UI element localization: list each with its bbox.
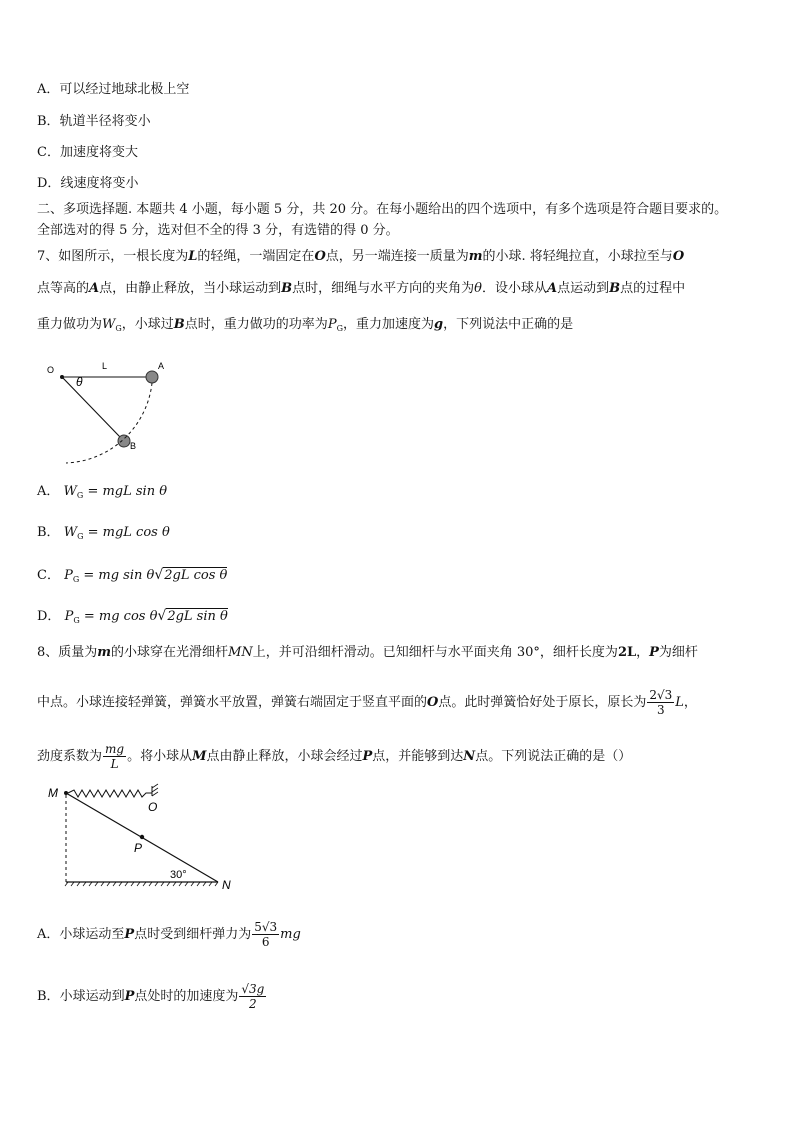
section2-line2: 全部选对的得 5 分，选对但不全的得 3 分，有选错的得 0 分。 xyxy=(37,223,399,238)
spring-length-fraction: $\frac{2√3}{3}$ xyxy=(649,688,673,717)
q8-option-a: A．小球运动至P点时受到细杆弹力为 $\frac{5√3}{6}$ mg xyxy=(37,920,301,949)
q7-line2: 点等高的A点，由静止释放，当小球运动到B点时，细绳与水平方向的夹角为θ．设小球从A点运动到B点的过程中 xyxy=(37,281,686,296)
optB-fraction: $\frac{√3g}{2}$ xyxy=(241,982,265,1011)
point-p xyxy=(140,835,144,839)
spring xyxy=(68,790,152,797)
fig-label-theta: θ xyxy=(76,375,83,389)
q7-line3: 重力做功为$W_G$，小球过B点时，重力做功的功率为$P_G$，重力加速度为g，下列说法中正确的是 xyxy=(37,317,574,333)
fig-label-n: N xyxy=(222,878,231,892)
fig-label-o: O xyxy=(148,800,158,814)
fig-label-l: L xyxy=(102,361,108,371)
q7-option-b: B． $W_G$ = mgL cos θ xyxy=(37,525,170,541)
q8-line3: 劲度系数为 $\frac{mg}{L}$ 。将小球从M点由静止释放，小球会经过P点，并能够到达N点。下列说法正确的是（） xyxy=(37,742,632,771)
q8-option-b: B．小球运动到P点处时的加速度为 $\frac{√3g}{2}$ xyxy=(37,982,265,1011)
ball-a xyxy=(146,371,158,383)
rope-ob xyxy=(62,377,120,437)
q6-option-d: D．线速度将变小 xyxy=(37,176,139,191)
q7-line1: 7、如图所示，一根长度为L的轻绳，一端固定在O点，另一端连接一质量为m的小球. 将轻绳拉直，小球拉至与O xyxy=(37,249,685,264)
fig-label-p: P xyxy=(134,841,143,855)
fig-label-b: B xyxy=(130,441,137,451)
q6-option-b: B．轨道半径将变小 xyxy=(37,114,151,129)
q7-pendulum-figure xyxy=(40,355,180,465)
fig-label-a: A xyxy=(158,361,165,371)
q7-option-d: D． $P_G$ = mg cos θ√2gL sin θ xyxy=(37,608,228,625)
q6-option-a: A．可以经过地球北极上空 xyxy=(37,82,190,97)
wall-hatch-2 xyxy=(152,788,158,792)
section2-line1: 二、多项选择题. 本题共 4 小题，每小题 5 分，共 20 分。在每小题给出的四个选项中，有多个选项是符合题目要求的。 xyxy=(37,202,728,217)
fig-label-angle: 30° xyxy=(170,869,187,881)
spring-constant-fraction: $\frac{mg}{L}$ xyxy=(105,742,125,771)
wall-hatch-1 xyxy=(152,784,158,788)
optA-fraction: $\frac{5√3}{6}$ xyxy=(254,920,278,949)
q8-line1: 8、质量为m的小球穿在光滑细杆MN上，并可沿细杆滑动。已知细杆与水平面夹角 30°，细杆长度为2L，P为细杆 xyxy=(37,645,698,660)
q8-incline-figure xyxy=(40,780,250,895)
fig-label-m: M xyxy=(48,786,58,800)
q6-option-c: C．加速度将变大 xyxy=(37,145,138,160)
q8-line2: 中点。小球连接轻弹簧，弹簧水平放置，弹簧右端固定于竖直平面的O点。此时弹簧恰好处于原长，原长为 $\frac{2√3}{3}$ L， xyxy=(37,688,697,717)
fig-label-o: O xyxy=(47,365,55,375)
q7-option-c: C． $P_G$ = mg sin θ√2gL cos θ xyxy=(37,567,228,584)
q7-option-a: A． $W_G$ = mgL sin θ xyxy=(37,484,168,500)
wall-hatch-3 xyxy=(152,792,158,796)
ball-b xyxy=(118,435,130,447)
